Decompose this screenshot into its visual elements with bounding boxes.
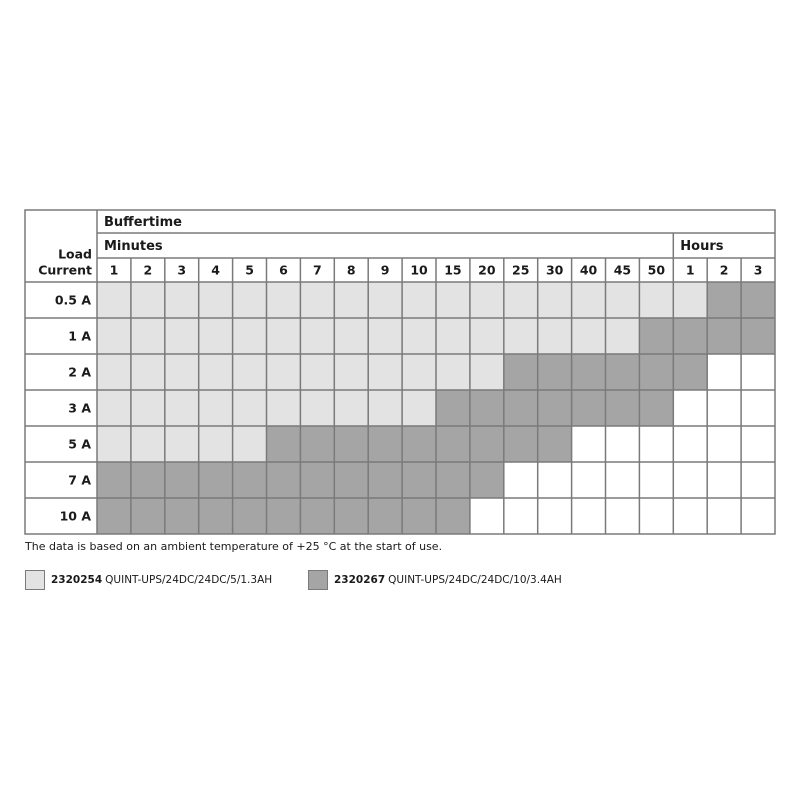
table-cell	[572, 282, 606, 318]
table-cell	[97, 426, 131, 462]
column-header: 40	[579, 262, 598, 278]
table-cell	[572, 498, 606, 534]
buffertime-label: Buffertime	[104, 215, 182, 230]
table-cell	[165, 282, 199, 318]
table-cell	[504, 390, 538, 426]
table-cell	[267, 462, 301, 498]
table-cell	[368, 282, 402, 318]
table-cell	[300, 426, 334, 462]
table-cell	[165, 462, 199, 498]
table-cell	[402, 354, 436, 390]
legend-name: QUINT-UPS/24DC/24DC/5/1.3AH	[105, 574, 273, 586]
table-cell	[639, 354, 673, 390]
table-cell	[436, 462, 470, 498]
table-cell	[606, 354, 640, 390]
legend-name: QUINT-UPS/24DC/24DC/10/3.4AH	[388, 574, 562, 586]
table-cell	[300, 498, 334, 534]
table-cell	[300, 318, 334, 354]
table-cell	[470, 318, 504, 354]
column-header: 25	[512, 262, 530, 278]
column-header: 1	[109, 262, 119, 278]
table-cell	[131, 354, 165, 390]
table-cell	[402, 426, 436, 462]
table-cell	[707, 426, 741, 462]
table-cell	[606, 390, 640, 426]
table-cell	[368, 498, 402, 534]
table-cell	[436, 390, 470, 426]
row-label: 1 A	[68, 328, 91, 344]
table-cell	[470, 282, 504, 318]
table-cell	[741, 462, 775, 498]
column-header: 50	[647, 262, 666, 278]
table-cell	[741, 318, 775, 354]
table-cell	[402, 390, 436, 426]
table-cell	[368, 390, 402, 426]
table-cell	[334, 426, 368, 462]
table-cell	[334, 282, 368, 318]
table-cell	[470, 462, 504, 498]
legend-item-2320267	[308, 569, 562, 591]
table-cell	[368, 318, 402, 354]
table-cell	[199, 390, 233, 426]
column-header: 4	[211, 262, 221, 278]
table-cell	[606, 318, 640, 354]
column-header: 3	[177, 262, 187, 278]
table-cell	[334, 354, 368, 390]
table-cell	[199, 282, 233, 318]
table-cell	[741, 426, 775, 462]
table-cell	[572, 390, 606, 426]
table-cell	[233, 462, 267, 498]
table-cell	[606, 462, 640, 498]
row-label: 3 A	[68, 400, 91, 416]
table-cell	[131, 282, 165, 318]
table-cell	[436, 318, 470, 354]
table-cell	[707, 282, 741, 318]
table-cell	[504, 282, 538, 318]
table-cell	[199, 354, 233, 390]
table-cell	[334, 318, 368, 354]
table-cell	[267, 282, 301, 318]
table-cell	[538, 354, 572, 390]
table-cell	[707, 354, 741, 390]
table-cell	[639, 318, 673, 354]
legend-swatch-dark	[308, 570, 328, 590]
table-cell	[538, 318, 572, 354]
table-cell	[97, 318, 131, 354]
column-header: 9	[380, 262, 390, 278]
table-cell	[334, 462, 368, 498]
table-cell	[572, 462, 606, 498]
table-cell	[199, 426, 233, 462]
column-header: 2	[143, 262, 153, 278]
row-label: 2 A	[68, 364, 91, 380]
table-cell	[436, 282, 470, 318]
table-cell	[639, 462, 673, 498]
table-cell	[267, 390, 301, 426]
column-header: 3	[753, 262, 763, 278]
table-cell	[538, 462, 572, 498]
table-cell	[639, 426, 673, 462]
table-cell	[131, 426, 165, 462]
table-cell	[504, 462, 538, 498]
table-cell	[504, 354, 538, 390]
table-cell	[233, 390, 267, 426]
table-cell	[334, 390, 368, 426]
table-cell	[436, 498, 470, 534]
table-cell	[470, 498, 504, 534]
table-cell	[199, 462, 233, 498]
table-cell	[741, 390, 775, 426]
column-header: 45	[613, 262, 632, 278]
table-cell	[97, 390, 131, 426]
table-cell	[572, 318, 606, 354]
table-cell	[165, 498, 199, 534]
footnote: The data is based on an ambient temperature of +25 °C at the start of use.	[25, 540, 443, 553]
current-label: Current	[38, 262, 92, 278]
table-cell	[97, 282, 131, 318]
table-cell	[267, 426, 301, 462]
column-header: 8	[346, 262, 356, 278]
table-cell	[267, 498, 301, 534]
table-cell	[504, 318, 538, 354]
table-cell	[402, 498, 436, 534]
column-header: 10	[410, 262, 428, 278]
column-header: 6	[279, 262, 288, 278]
table-cell	[300, 462, 334, 498]
table-cell	[707, 390, 741, 426]
table-cell	[504, 498, 538, 534]
table-cell	[165, 318, 199, 354]
legend-item-2320254	[25, 569, 272, 591]
table-cell	[606, 282, 640, 318]
table-cell	[639, 498, 673, 534]
table-cell	[97, 354, 131, 390]
table-cell	[131, 390, 165, 426]
table-cell	[673, 318, 707, 354]
table-cell	[233, 498, 267, 534]
minutes-label: Minutes	[104, 239, 163, 254]
row-label: 0.5 A	[54, 292, 91, 308]
table-cell	[606, 498, 640, 534]
table-cell	[300, 390, 334, 426]
table-cell	[470, 426, 504, 462]
table-cell	[707, 318, 741, 354]
table-cell	[233, 426, 267, 462]
table-cell	[131, 498, 165, 534]
table-cell	[538, 498, 572, 534]
table-cell	[504, 426, 538, 462]
table-cell	[572, 354, 606, 390]
row-label: 5 A	[68, 436, 91, 452]
table-cell	[165, 354, 199, 390]
table-cell	[673, 354, 707, 390]
table-cell	[233, 318, 267, 354]
column-header: 30	[545, 262, 564, 278]
table-cell	[741, 354, 775, 390]
table-cell	[267, 354, 301, 390]
table-cell	[368, 462, 402, 498]
table-cell	[538, 426, 572, 462]
table-cell	[165, 426, 199, 462]
table-cell	[470, 354, 504, 390]
table-cell	[741, 498, 775, 534]
table-cell	[538, 390, 572, 426]
table-cell	[334, 498, 368, 534]
legend-code: 2320267	[334, 574, 386, 586]
table-cell	[402, 318, 436, 354]
column-header: 1	[685, 262, 695, 278]
table-cell	[707, 462, 741, 498]
hours-label: Hours	[680, 239, 724, 254]
table-cell	[233, 354, 267, 390]
table-cell	[673, 426, 707, 462]
table-cell	[741, 282, 775, 318]
table-cell	[639, 282, 673, 318]
table-cell	[165, 390, 199, 426]
table-cell	[639, 390, 673, 426]
table-cell	[97, 498, 131, 534]
table-cell	[402, 282, 436, 318]
legend-code: 2320254	[51, 574, 103, 586]
column-header: 15	[444, 262, 462, 278]
table-cell	[436, 426, 470, 462]
table-cell	[300, 354, 334, 390]
legend-swatch-light	[25, 570, 45, 590]
table-cell	[707, 498, 741, 534]
table-cell	[572, 426, 606, 462]
table-cell	[402, 462, 436, 498]
table-cell	[673, 282, 707, 318]
table-cell	[300, 282, 334, 318]
table-cell	[673, 390, 707, 426]
column-header: 7	[312, 262, 322, 278]
table-cell	[199, 318, 233, 354]
table-cell	[131, 318, 165, 354]
table-cell	[606, 426, 640, 462]
table-cell	[436, 354, 470, 390]
table-cell	[673, 498, 707, 534]
table-cell	[233, 282, 267, 318]
table-cell	[673, 462, 707, 498]
table-cell	[267, 318, 301, 354]
table-cell	[470, 390, 504, 426]
column-header: 2	[719, 262, 729, 278]
table-cell	[97, 462, 131, 498]
load-label: Load	[58, 246, 92, 262]
table-cell	[131, 462, 165, 498]
table-cell	[538, 282, 572, 318]
row-label: 10 A	[59, 508, 91, 524]
column-header: 20	[478, 262, 496, 278]
table-cell	[368, 426, 402, 462]
table-cell	[199, 498, 233, 534]
column-header: 5	[245, 262, 254, 278]
table-cell	[368, 354, 402, 390]
row-label: 7 A	[68, 472, 91, 488]
